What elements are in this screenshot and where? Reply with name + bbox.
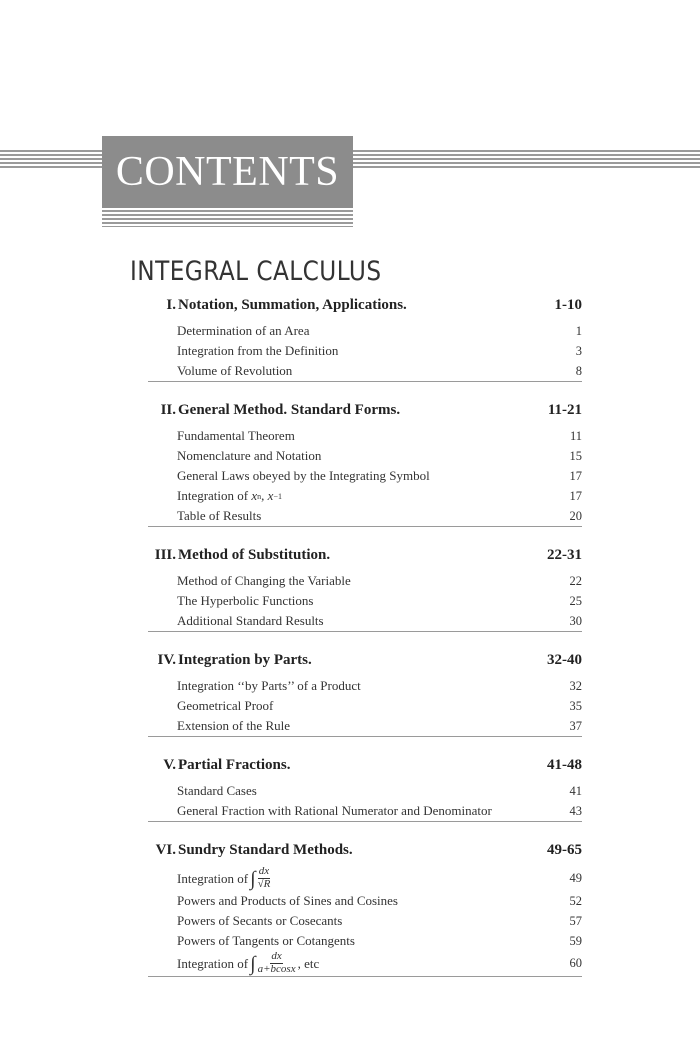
chapter-2	[148, 402, 582, 527]
chapter-6	[148, 842, 582, 977]
entry-page: 52	[569, 893, 582, 908]
entry-title: Integration ‘‘by Parts’’ of a Product	[177, 678, 361, 693]
fraction-numerator: dx	[258, 865, 270, 878]
chapter-pages: 1-10	[554, 297, 582, 313]
entry-page: 60	[569, 956, 582, 970]
entry-page: 17	[569, 488, 582, 503]
math-variable: x	[251, 488, 258, 503]
header-stripes-left	[0, 150, 102, 168]
chapter-title: Integration by Parts.	[178, 652, 312, 668]
toc-entry[interactable]	[148, 571, 582, 591]
fraction-numerator: dx	[271, 950, 282, 963]
math-fraction	[258, 866, 271, 890]
fraction-denominator: a+bcosx	[257, 963, 296, 975]
chapter-5	[148, 757, 582, 822]
chapter-pages: 49-65	[547, 842, 582, 858]
header-stripes-right	[353, 150, 700, 168]
header-stripes-under	[102, 210, 353, 227]
toc-entry[interactable]	[148, 801, 582, 821]
entry-title: Standard Cases	[177, 783, 257, 798]
math-exponent: n	[257, 491, 262, 501]
toc-entry[interactable]	[148, 911, 582, 931]
chapter-pages: 32-40	[547, 652, 582, 668]
chapter-heading[interactable]	[148, 547, 582, 571]
toc-entry[interactable]	[148, 361, 582, 381]
chapter-pages: 11-21	[547, 402, 582, 418]
entry-page: 22	[569, 573, 582, 588]
entry-title: Extension of the Rule	[177, 718, 291, 733]
entry-title: Geometrical Proof	[177, 698, 274, 713]
chapter-title: General Method. Standard Forms.	[178, 402, 401, 418]
entry-page: 57	[569, 913, 582, 928]
entry-title-prefix: Integration of	[177, 488, 252, 503]
math-separator: ,	[261, 488, 268, 503]
chapter-number: IV.	[157, 652, 176, 668]
entry-title: The Hyperbolic Functions	[177, 593, 314, 608]
chapter-pages: 41-48	[547, 757, 582, 773]
entry-title	[148, 866, 570, 890]
chapter-4	[148, 652, 582, 737]
entry-title: General Laws obeyed by the Integrating Symbol	[177, 468, 430, 483]
toc-entry[interactable]	[148, 696, 582, 716]
entry-page: 17	[569, 468, 582, 483]
entry-page: 37	[569, 718, 582, 733]
chapter-title: Sundry Standard Methods.	[178, 842, 353, 858]
toc-entry[interactable]	[148, 321, 582, 341]
fraction-denominator: √R	[257, 878, 271, 890]
entry-title: Powers of Secants or Cosecants	[177, 913, 343, 928]
chapter-number: VI.	[155, 842, 176, 858]
toc-entry[interactable]	[148, 611, 582, 631]
entry-page: 3	[575, 343, 582, 358]
chapter-heading[interactable]	[148, 842, 582, 866]
entry-page: 20	[569, 508, 582, 523]
math-exponent: −1	[273, 491, 282, 501]
integral-sign: ∫	[250, 952, 256, 975]
entry-page: 8	[575, 363, 582, 378]
contents-heading	[102, 136, 353, 208]
math-variable: x	[267, 488, 274, 503]
integral-sign: ∫	[250, 867, 256, 890]
entry-page: 32	[569, 678, 582, 693]
entry-title	[148, 951, 570, 975]
entry-page: 11	[569, 428, 582, 443]
chapter-number: III.	[154, 547, 176, 563]
entry-title: Additional Standard Results	[177, 613, 324, 628]
chapter-heading[interactable]	[148, 402, 582, 426]
toc-entry[interactable]	[148, 486, 582, 506]
entry-title: Integration from the Definition	[177, 343, 339, 358]
entry-title: Powers and Products of Sines and Cosines	[177, 893, 398, 908]
toc-entry[interactable]	[148, 781, 582, 801]
toc-entry[interactable]	[148, 866, 582, 891]
entry-title: General Fraction with Rational Numerator and Denominator	[177, 803, 492, 818]
toc-entry[interactable]	[148, 676, 582, 696]
entry-title-prefix: Integration of	[177, 870, 249, 886]
entry-title: Table of Results	[177, 508, 262, 523]
chapter-title: Notation, Summation, Applications.	[178, 297, 407, 313]
chapter-heading[interactable]	[148, 652, 582, 676]
chapter-heading[interactable]	[148, 297, 582, 321]
toc-entry[interactable]	[148, 951, 582, 976]
entry-title	[148, 488, 570, 504]
entry-page: 59	[569, 933, 582, 948]
entry-page: 35	[569, 698, 582, 713]
chapter-number: II.	[160, 402, 176, 418]
table-of-contents	[148, 297, 582, 977]
entry-page: 1	[575, 323, 582, 338]
chapter-number: I.	[166, 297, 176, 313]
toc-entry[interactable]	[148, 591, 582, 611]
entry-title: Method of Changing the Variable	[177, 573, 351, 588]
chapter-pages: 22-31	[547, 547, 582, 563]
toc-entry[interactable]	[148, 506, 582, 526]
toc-entry[interactable]	[148, 466, 582, 486]
entry-page: 15	[569, 448, 582, 463]
entry-title: Determination of an Area	[177, 323, 310, 338]
chapter-title: Partial Fractions.	[178, 757, 291, 773]
entry-title: Volume of Revolution	[177, 363, 293, 378]
entry-title: Nomenclature and Notation	[177, 448, 322, 463]
toc-entry[interactable]	[148, 426, 582, 446]
chapter-number: V.	[163, 757, 176, 773]
entry-page: 41	[569, 783, 582, 798]
section-title: INTEGRAL CALCULUS	[130, 256, 382, 287]
entry-page: 49	[569, 871, 582, 885]
toc-entry[interactable]	[148, 891, 582, 911]
math-fraction	[258, 951, 296, 975]
toc-entry[interactable]	[148, 931, 582, 951]
chapter-3	[148, 547, 582, 632]
chapter-title: Method of Substitution.	[178, 547, 331, 563]
toc-entry[interactable]	[148, 716, 582, 736]
entry-title: Fundamental Theorem	[177, 428, 295, 443]
chapter-heading[interactable]	[148, 757, 582, 781]
entry-page: 25	[569, 593, 582, 608]
contents-label: CONTENTS	[115, 149, 340, 195]
entry-page: 30	[569, 613, 582, 628]
toc-entry[interactable]	[148, 446, 582, 466]
entry-title-suffix: , etc	[297, 955, 320, 971]
entry-title-prefix: Integration of	[177, 955, 249, 971]
entry-page: 43	[569, 803, 582, 818]
chapter-1	[148, 297, 582, 382]
entry-title: Powers of Tangents or Cotangents	[177, 933, 355, 948]
toc-entry[interactable]	[148, 341, 582, 361]
